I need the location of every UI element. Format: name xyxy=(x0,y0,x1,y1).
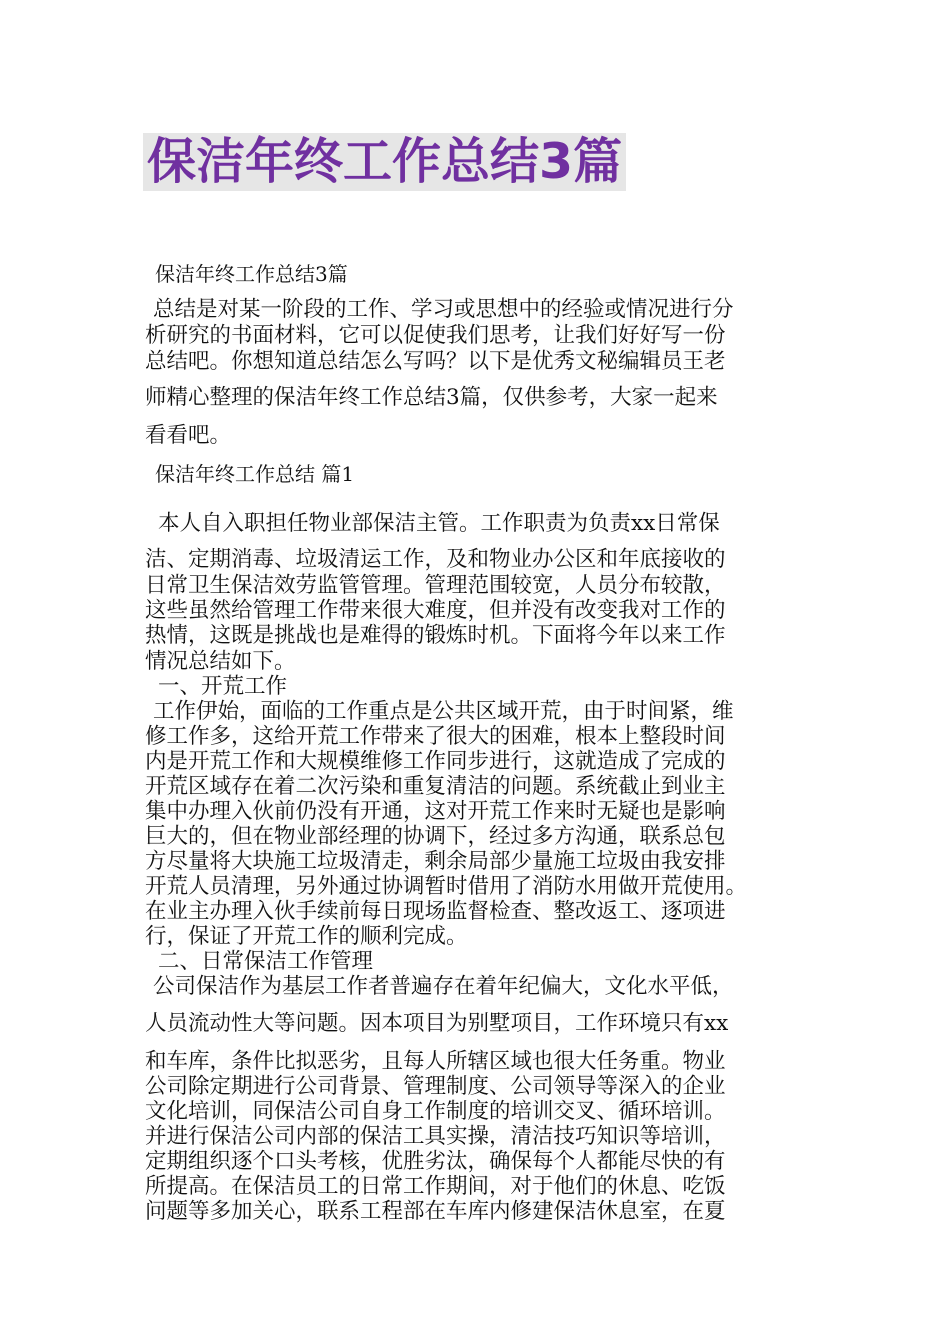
text-line: 总结吧。你想知道总结怎么写吗？以下是优秀文秘编辑员王老 xyxy=(145,349,726,374)
text-line: 在业主办理入伙手续前每日现场监督检查、整改返工、逐项进 xyxy=(145,899,726,924)
text-line: 行，保证了开荒工作的顺利完成。 xyxy=(145,924,468,949)
text-line: 看看吧。 xyxy=(145,423,232,448)
text-line: 总结是对某一阶段的工作、学习或思想中的经验或情况进行分 xyxy=(153,297,734,322)
text-line: 修工作多，这给开荒工作带来了很大的困难，根本上整段时间 xyxy=(145,724,726,749)
text-line: 并进行保洁公司内部的保洁工具实操，清洁技巧知识等培训， xyxy=(145,1124,726,1149)
text-line: 定期组织逐个口头考核，优胜劣汰，确保每个人都能尽快的有 xyxy=(145,1149,726,1174)
text-line: 日常卫生保洁效劳监管管理。管理范围较宽，人员分布较散， xyxy=(145,573,726,598)
text-line: 情况总结如下。 xyxy=(145,649,296,674)
text-line: 热情，这既是挑战也是难得的锻炼时机。下面将今年以来工作 xyxy=(145,623,726,648)
text-line: 方尽量将大块施工垃圾清走，剩余局部少量施工垃圾由我安排 xyxy=(145,849,726,874)
text-line: 这些虽然给管理工作带来很大难度，但并没有改变我对工作的 xyxy=(145,598,726,623)
text-line: 人员流动性大等问题。因本项目为别墅项目，工作环境只有xx xyxy=(145,1011,729,1036)
text-line: 问题等多加关心，联系工程部在车库内修建保洁休息室，在夏 xyxy=(145,1199,726,1224)
text-line: 所提高。在保洁员工的日常工作期间，对于他们的休息、吃饭 xyxy=(145,1174,726,1199)
text-line: 析研究的书面材料，它可以促使我们思考，让我们好好写一份 xyxy=(145,323,726,348)
text-line: 巨大的，但在物业部经理的协调下，经过多方沟通，联系总包 xyxy=(145,824,726,849)
document-title: 保洁年终工作总结3篇 xyxy=(143,133,626,191)
text-line: 洁、定期消毒、垃圾清运工作，及和物业办公区和年底接收的 xyxy=(145,547,726,572)
text-line: 师精心整理的保洁年终工作总结3篇，仅供参考，大家一起来 xyxy=(145,385,718,410)
text-line: 和车库，条件比拟恶劣，且每人所辖区域也很大任务重。物业 xyxy=(145,1049,726,1074)
text-line: 开荒区域存在着二次污染和重复清洁的问题。系统截止到业主 xyxy=(145,774,726,799)
text-line: 文化培训，同保洁公司自身工作制度的培训交叉、循环培训。 xyxy=(145,1099,726,1124)
section-heading: 一、开荒工作 xyxy=(158,674,288,699)
text-line: 公司保洁作为基层工作者普遍存在着年纪偏大，文化水平低， xyxy=(153,974,734,999)
section-heading: 二、日常保洁工作管理 xyxy=(158,949,374,974)
subtitle-line: 保洁年终工作总结3篇 xyxy=(155,262,348,286)
text-line: 工作伊始，面临的工作重点是公共区域开荒，由于时间紧，维 xyxy=(153,699,734,724)
section-heading: 保洁年终工作总结 篇1 xyxy=(155,462,355,486)
text-line: 内是开荒工作和大规模维修工作同步进行，这就造成了完成的 xyxy=(145,749,726,774)
text-line: 开荒人员清理，另外通过协调暂时借用了消防水用做开荒使用。 xyxy=(145,874,748,899)
text-line: 公司除定期进行公司背景、管理制度、公司领导等深入的企业 xyxy=(145,1074,726,1099)
text-line: 本人自入职担任物业部保洁主管。工作职责为负责xx日常保 xyxy=(158,511,720,536)
text-line: 集中办理入伙前仍没有开通，这对开荒工作来时无疑也是影响 xyxy=(145,799,726,824)
